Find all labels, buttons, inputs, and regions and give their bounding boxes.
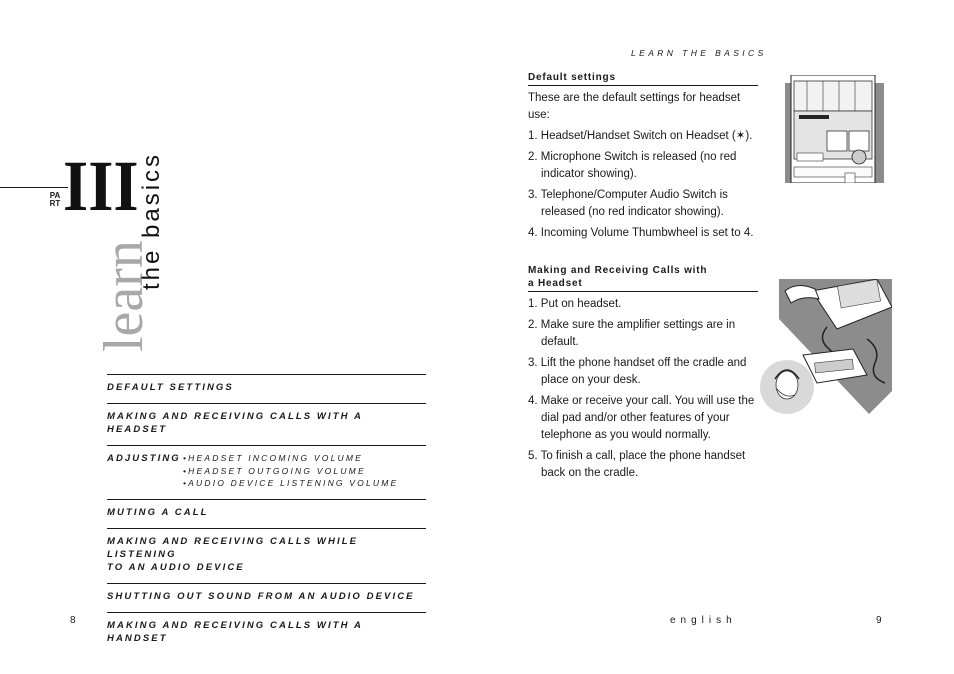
toc-item-label: DEFAULT SETTINGS: [107, 382, 234, 393]
section-title-line1: Making and Receiving Calls with: [528, 265, 708, 276]
amplifier-device-illustration: [785, 75, 884, 183]
toc-subitem-outgoing-volume[interactable]: •HEADSET OUTGOING VOLUME: [183, 465, 366, 476]
running-head: LEARN THE BASICS: [631, 48, 767, 58]
title-the-basics: the basics: [138, 151, 165, 290]
list-item: 4. Make or receive your call. You will use the dial pad and/or other features of your telephone as you would normally.: [528, 395, 755, 441]
table-of-contents: [107, 374, 426, 654]
page-number-left: 8: [70, 615, 76, 626]
part-label: PART: [49, 191, 61, 208]
section-title-line2: a Headset: [528, 278, 583, 289]
list-item: 1. Headset/Handset Switch on Headset (✶).: [528, 130, 753, 142]
toc-item-label-line2: TO AN AUDIO DEVICE: [107, 561, 245, 573]
toc-item-calls-with-headset[interactable]: [107, 403, 426, 445]
toc-item-default-settings[interactable]: [107, 374, 426, 403]
section-intro: These are the default settings for headset use:: [528, 92, 741, 121]
list-item: 1. Put on headset.: [528, 298, 622, 310]
section-title-default-settings: Default settings: [528, 71, 758, 86]
default-settings-list: [528, 128, 758, 242]
toc-subitems: [183, 452, 398, 490]
title-learn: learn: [93, 240, 155, 352]
section-body-default-settings: [528, 90, 758, 246]
toc-item-calls-while-listening[interactable]: [107, 528, 426, 583]
toc-item-label: MAKING AND RECEIVING CALLS WITH A HEADSET: [107, 411, 363, 435]
list-item: 4. Incoming Volume Thumbwheel is set to 4.: [528, 227, 754, 239]
toc-item-label: MUTING A CALL: [107, 506, 209, 518]
toc-item-label: ADJUSTING: [107, 453, 181, 464]
list-item: 2. Microphone Switch is released (no red indicator showing).: [528, 151, 737, 180]
section-body-calls-with-headset: [528, 296, 758, 486]
toc-item-label: SHUTTING OUT SOUND FROM AN AUDIO DEVICE: [107, 590, 415, 602]
calls-steps-list: [528, 296, 758, 482]
telephone-headset-setup-illustration: [757, 279, 892, 414]
page-number-right: 9: [876, 615, 882, 626]
toc-item-shutting-out-sound[interactable]: [107, 583, 426, 612]
list-item: 2. Make sure the amplifier settings are in default.: [528, 319, 736, 348]
toc-subitem-audio-device-volume[interactable]: •AUDIO DEVICE LISTENING VOLUME: [183, 478, 399, 488]
list-item: 3. Telephone/Computer Audio Switch is released (no red indicator showing).: [528, 189, 728, 218]
toc-subitem-incoming-volume[interactable]: •HEADSET INCOMING VOLUME: [183, 453, 363, 463]
toc-item-label: MAKING AND RECEIVING CALLS WITH A HANDSET: [107, 619, 363, 644]
list-item: 5. To finish a call, place the phone handset back on the cradle.: [528, 450, 746, 479]
toc-item-label-line1: MAKING AND RECEIVING CALLS WHILE LISTENING: [107, 535, 359, 560]
footer-language: english: [670, 615, 737, 626]
toc-item-muting-a-call[interactable]: [107, 499, 426, 528]
section-title-calls-with-headset: [528, 264, 758, 292]
part-number: III: [63, 146, 139, 226]
toc-item-adjusting[interactable]: [107, 445, 426, 499]
part-rule: [0, 187, 68, 188]
list-item: 3. Lift the phone handset off the cradle and place on your desk.: [528, 357, 747, 386]
toc-item-calls-with-handset[interactable]: [107, 612, 426, 654]
